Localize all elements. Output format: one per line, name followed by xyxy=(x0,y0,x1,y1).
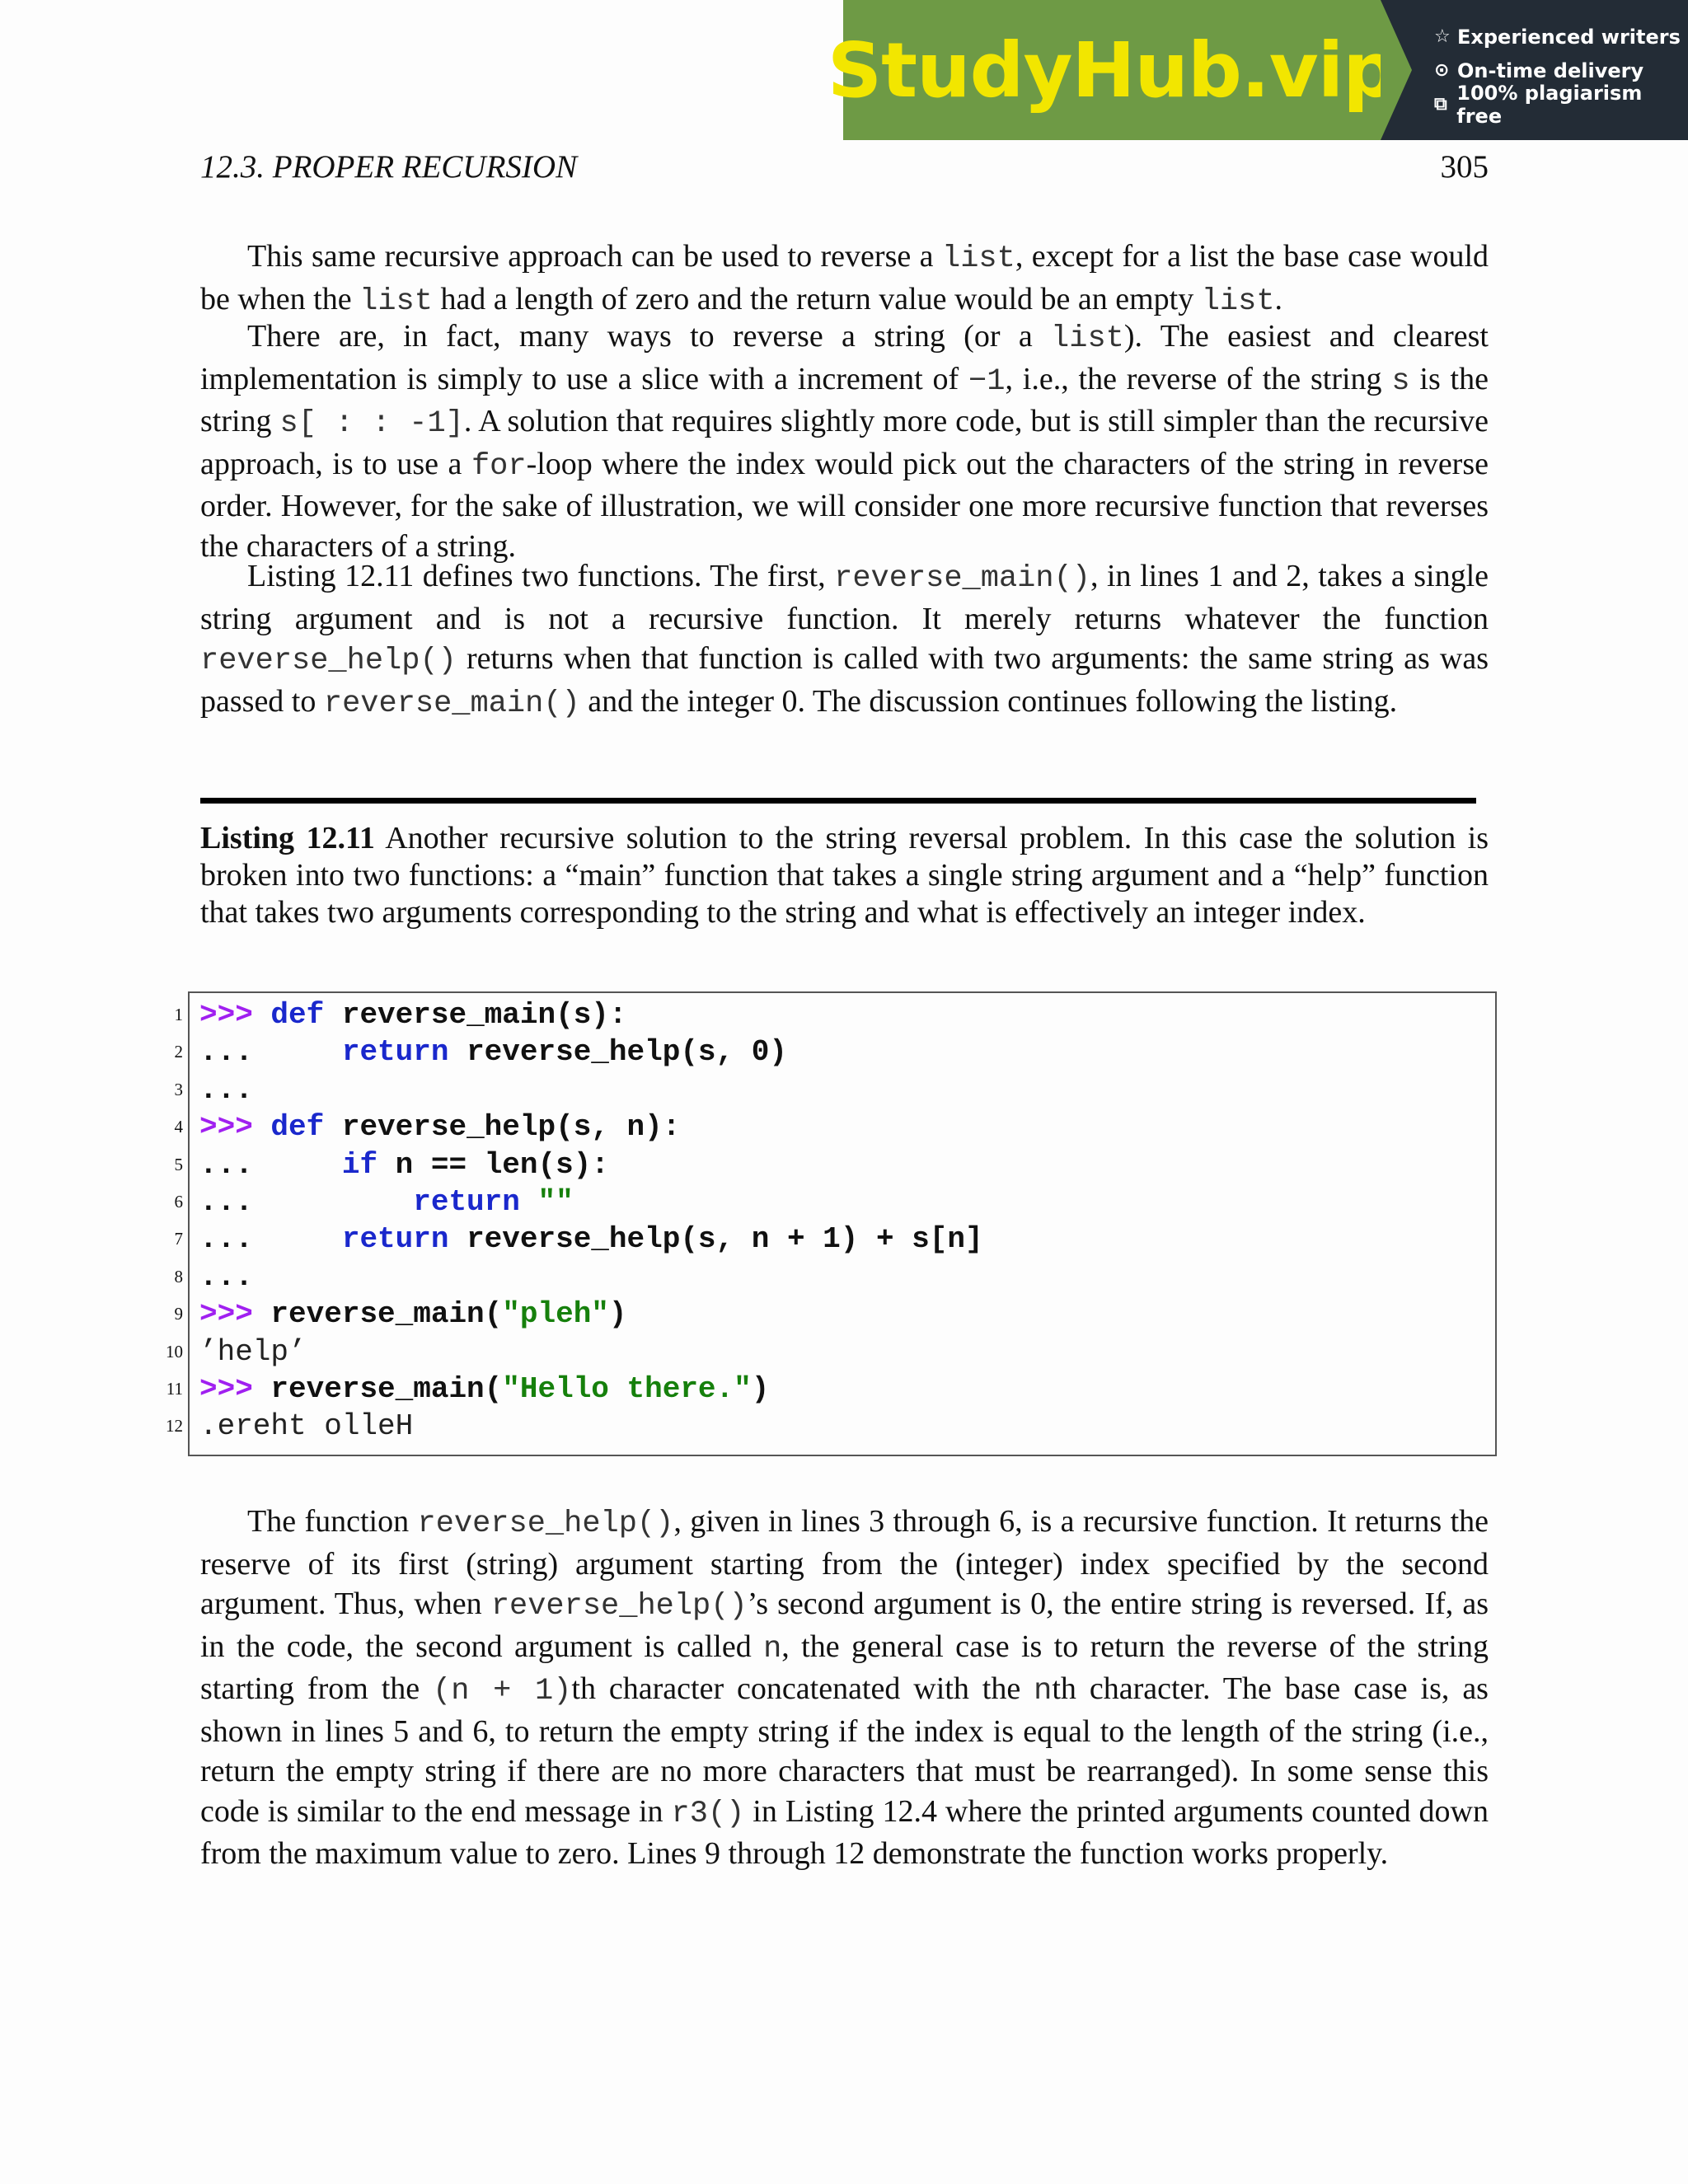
code-inline: list xyxy=(1051,321,1124,356)
listing-label: Listing 12.11 xyxy=(200,821,375,855)
text: th character concatenated with the xyxy=(571,1671,1034,1706)
line-number: 12 xyxy=(166,1416,183,1436)
text: The function xyxy=(247,1504,418,1539)
paragraph-1 xyxy=(200,237,1489,321)
line-number: 4 xyxy=(174,1117,183,1137)
code-inline: −1 xyxy=(968,363,1006,399)
feature-item xyxy=(1434,20,1688,54)
banner-features xyxy=(1381,0,1688,140)
text: There are, in fact, many ways to reverse a string (or a xyxy=(247,319,1052,354)
line-number: 1 xyxy=(174,1005,183,1024)
code-inline: reverse_help() xyxy=(490,1589,748,1624)
text: , in lines 1 and 2, takes a single string argument and is not a recursive function. It merely returns whatever the function xyxy=(200,559,1489,636)
line-number: 2 xyxy=(174,1042,183,1062)
line-number: 9 xyxy=(174,1304,183,1324)
code: reverse_main(s): xyxy=(341,998,627,1032)
text: . A solution that requires slightly more code, but is still simpler than the recursive approach, is to use a xyxy=(200,404,1489,481)
feature-label: 100% plagiarism free xyxy=(1456,81,1643,128)
text: , the general case is to return the reverse of the string starting from the xyxy=(200,1629,1489,1706)
clock-icon: ⊙ xyxy=(1434,60,1450,81)
paragraph-2 xyxy=(200,316,1489,566)
text: ’s second argument is 0, the entire string is reversed. If, as in the code, the second argument is called xyxy=(200,1586,1489,1664)
text: , given in lines 3 through 6, is a recursive function. It returns the reserve of its first (string) argument starting from the (integer) index specified by the second argument. Thus, when xyxy=(200,1504,1489,1621)
text: ). The easiest and clearest implementation is simply to use a slice with a increment of xyxy=(200,319,1489,396)
string-literal: "Hello there." xyxy=(502,1372,752,1406)
prompt: ... xyxy=(199,1072,253,1107)
prompt: ... xyxy=(199,1185,253,1219)
string-literal: "pleh" xyxy=(502,1297,609,1332)
code-inline: list xyxy=(359,284,433,319)
paragraph-3 xyxy=(200,556,1489,724)
text: , i.e., the reverse of the string xyxy=(1005,361,1392,396)
keyword: return xyxy=(341,1222,449,1257)
copy-icon: ⧉ xyxy=(1434,94,1447,115)
prompt: ... xyxy=(199,1147,253,1182)
prompt: >>> xyxy=(199,998,253,1032)
caption-text: Another recursive solution to the string reversal problem. In this case the solution is broken into two functions: a “main” function that takes a single string argument and a “help” function that takes two arguments corresponding to the string and what is effectively an integer index. xyxy=(200,821,1489,930)
paragraph-4 xyxy=(200,1502,1489,1874)
code: ) xyxy=(751,1372,770,1406)
code-inline: for xyxy=(471,448,527,484)
code: reverse_help(s, 0) xyxy=(467,1035,787,1070)
keyword: def xyxy=(270,1110,325,1145)
text: , except for a list the base case would be when the xyxy=(200,239,1489,316)
text: . xyxy=(1274,281,1283,316)
keyword: if xyxy=(341,1147,378,1182)
section-title: 12.3. PROPER RECURSION xyxy=(200,149,578,185)
text: and the integer 0. The discussion continues following the listing. xyxy=(579,683,1398,719)
code-inline: r3() xyxy=(671,1796,745,1831)
feature-label: Experienced writers xyxy=(1457,25,1681,49)
feature-label: On-time delivery xyxy=(1457,59,1644,82)
output: ’help’ xyxy=(199,1334,307,1369)
logo-text: StudyHub.vip xyxy=(827,26,1397,115)
prompt: ... xyxy=(199,1222,253,1257)
listing-rule xyxy=(200,798,1476,804)
banner-arrow xyxy=(1381,0,1412,140)
text: in Listing 12.4 where the printed arguments counted down from the maximum value to zero. Lines 9 through 12 demonstrate the function works properly. xyxy=(200,1793,1489,1871)
text: returns when that function is called with two arguments: the same string as was passed to xyxy=(200,641,1489,719)
code-inline: s[ : : -1] xyxy=(279,406,464,441)
line-number: 11 xyxy=(166,1379,183,1399)
string-literal: "" xyxy=(537,1185,574,1219)
keyword: return xyxy=(413,1185,520,1219)
code-inline: n xyxy=(1034,1674,1053,1708)
code: n == len(s): xyxy=(395,1147,609,1182)
code-inline: reverse_main() xyxy=(323,686,580,721)
code-listing xyxy=(166,991,1497,1456)
text: -loop where the index would pick out the characters of the string in reverse order. However, for the sake of illustration, we will consider one more recursive function that reverses the characters of a string. xyxy=(200,446,1489,564)
line-number: 3 xyxy=(174,1079,183,1099)
code: reverse_main( xyxy=(270,1297,503,1332)
line-number: 7 xyxy=(174,1229,183,1249)
code-inline: s xyxy=(1391,363,1410,399)
prompt: >>> xyxy=(199,1372,253,1406)
code-inline: list xyxy=(941,241,1015,276)
page-number: 305 xyxy=(1440,149,1489,185)
output: .ereht olleH xyxy=(199,1409,414,1444)
studyhub-banner[interactable] xyxy=(827,0,1688,140)
text: Listing 12.11 defines two functions. The first, xyxy=(247,559,835,593)
text: th character. The base case is, as shown in lines 5 and 6, to return the empty string if the index is equal to the length of the string (i.e., return the empty string if there are no more characters that must be rearranged). In some sense this code is similar to the end message in xyxy=(200,1671,1489,1829)
keyword: return xyxy=(341,1035,449,1070)
code-inline: reverse_main() xyxy=(834,561,1090,596)
prompt: >>> xyxy=(199,1110,253,1145)
star-icon: ☆ xyxy=(1434,26,1451,47)
keyword: def xyxy=(270,998,325,1032)
line-number: 10 xyxy=(166,1341,183,1361)
line-number: 5 xyxy=(174,1154,183,1174)
code-inline: list xyxy=(1201,284,1275,319)
code-inline: reverse_help() xyxy=(417,1507,674,1541)
code-inline: reverse_help() xyxy=(200,644,457,678)
code-inline: (n + 1) xyxy=(433,1674,572,1708)
line-number: 6 xyxy=(174,1192,183,1212)
code: reverse_main( xyxy=(270,1372,503,1406)
code: reverse_help(s, n): xyxy=(341,1110,681,1145)
code: reverse_help(s, n + 1) + s[n] xyxy=(467,1222,983,1257)
listing-caption xyxy=(200,820,1489,931)
prompt: ... xyxy=(199,1035,253,1070)
text: had a length of zero and the return value would be an empty xyxy=(432,281,1202,316)
line-number: 8 xyxy=(174,1266,183,1286)
running-header xyxy=(200,148,1489,185)
text: is the string xyxy=(200,361,1489,438)
studyhub-logo[interactable] xyxy=(827,0,1397,140)
feature-item xyxy=(1434,81,1688,128)
prompt: ... xyxy=(199,1259,253,1294)
prompt: >>> xyxy=(199,1297,253,1332)
code: ) xyxy=(608,1297,627,1332)
code-inline: n xyxy=(763,1631,782,1666)
text: This same recursive approach can be used to reverse a xyxy=(247,239,942,274)
